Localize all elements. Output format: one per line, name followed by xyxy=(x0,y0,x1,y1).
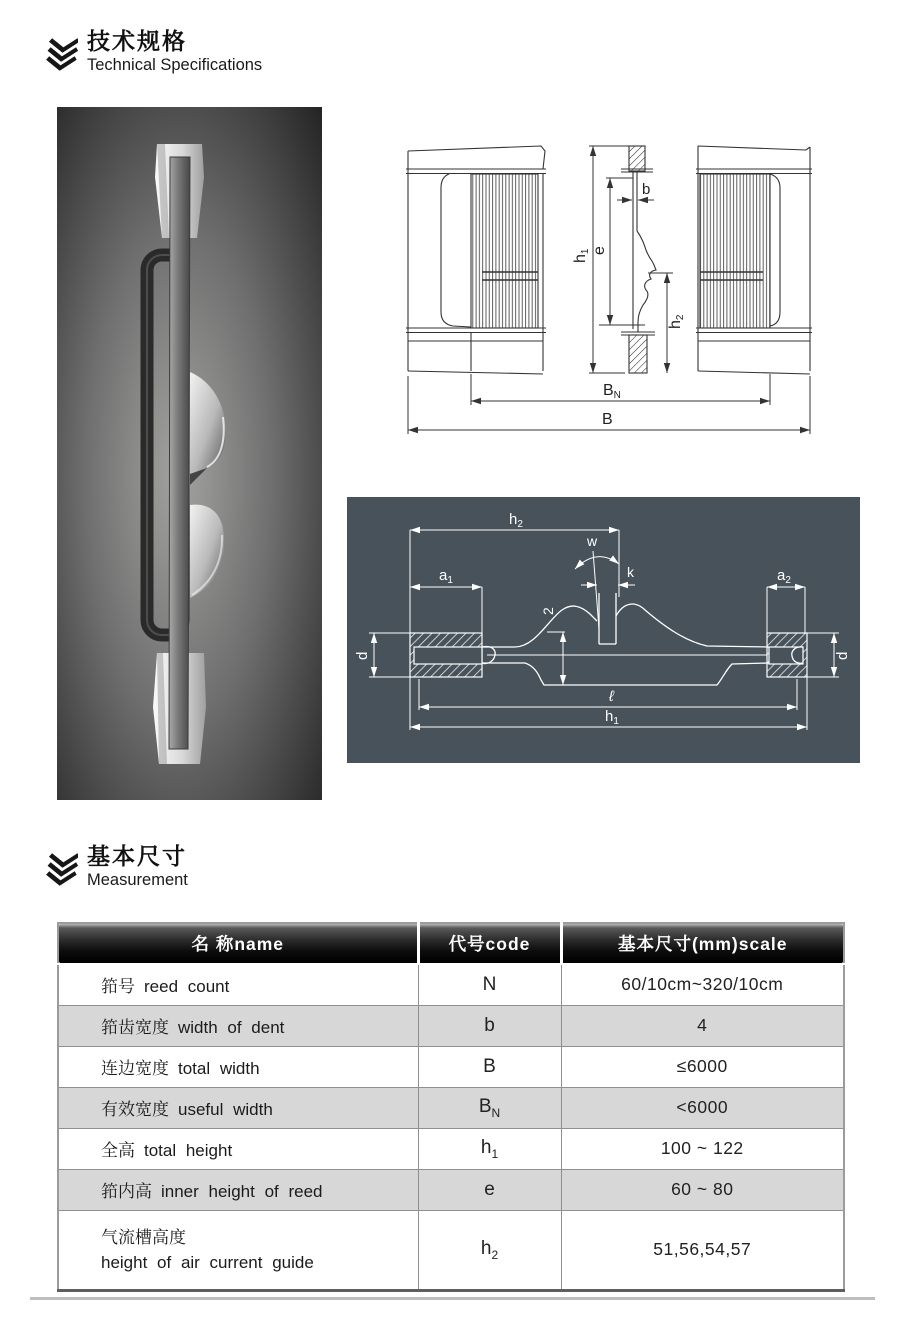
dim-a1-label: $a_1$ xyxy=(439,567,453,586)
header-name: 名 称name xyxy=(58,923,418,964)
spec-code-sub: N xyxy=(491,1105,501,1120)
spec-value-cell: <6000 xyxy=(561,1087,844,1128)
spec-name-en: total width xyxy=(178,1059,260,1078)
spec-code-cell xyxy=(418,964,561,1005)
section-title-en: Measurement xyxy=(87,871,188,889)
spec-name-cn: 筘内高 xyxy=(101,1182,152,1201)
triple-chevron-icon xyxy=(42,37,78,79)
table-row xyxy=(58,1128,844,1169)
dim-d-right-label: d xyxy=(834,651,851,660)
dim-e-label: e xyxy=(591,246,608,255)
spec-code-base: b xyxy=(484,1014,495,1036)
spec-table xyxy=(57,922,845,1292)
table-row xyxy=(58,1005,844,1046)
dim-2-label: 2 xyxy=(540,607,556,615)
dim-d-left-label: d xyxy=(354,651,371,660)
spec-value-cell: ≤6000 xyxy=(561,1046,844,1087)
table-row xyxy=(58,1087,844,1128)
spec-code-base: B xyxy=(478,1095,492,1117)
spec-name-cell xyxy=(58,1046,418,1087)
spec-code-cell xyxy=(418,1005,561,1046)
spec-value-cell: 51,56,54,57 xyxy=(561,1210,844,1290)
table-row xyxy=(58,964,844,1005)
spec-name-en: height of air current guide xyxy=(101,1252,314,1272)
spec-name-en: inner height of reed xyxy=(161,1182,323,1201)
spec-table-body xyxy=(58,964,844,1290)
profile-diagram xyxy=(347,497,860,763)
front-view-diagram xyxy=(393,133,820,446)
triple-chevron-icon xyxy=(42,852,78,894)
table-row xyxy=(58,1169,844,1210)
spec-table-header-row xyxy=(58,923,844,964)
section-title-cn: 技术规格 xyxy=(87,28,187,54)
spec-name-cn: 筘齿宽度 xyxy=(101,1018,169,1037)
profile-panel-background xyxy=(347,497,860,763)
section-titles xyxy=(87,843,188,890)
spec-name-cn: 筘号 xyxy=(101,977,135,997)
spec-table-wrap xyxy=(57,922,843,1292)
spec-value-cell: 4 xyxy=(561,1005,844,1046)
spec-name-cn: 气流槽高度 xyxy=(101,1227,186,1247)
dim-h1-label: $h_1$ xyxy=(605,708,619,727)
spec-name-cell xyxy=(58,1210,418,1290)
left-reed-block xyxy=(406,146,546,374)
spec-code-base: h xyxy=(480,1136,492,1158)
reed-dent-bar xyxy=(169,157,190,749)
spec-name-cell xyxy=(58,1128,418,1169)
dim-w-label: w xyxy=(587,533,598,549)
spec-name-cell xyxy=(58,1169,418,1210)
spec-code-base: e xyxy=(484,1178,495,1200)
spec-value-cell: 100 ~ 122 xyxy=(561,1128,844,1169)
spec-name-en: width of dent xyxy=(178,1018,285,1037)
dim-a2-label: $a_2$ xyxy=(777,567,791,586)
spec-name-cn: 有效宽度 xyxy=(101,1100,169,1119)
section-header-measurement xyxy=(42,843,188,894)
spec-code-cell xyxy=(418,1169,561,1210)
section-title-en: Technical Specifications xyxy=(87,56,263,74)
dim-h2-label: $h_2$ xyxy=(509,511,523,530)
spec-code-sub: 1 xyxy=(491,1146,499,1161)
spec-name-cell xyxy=(58,964,418,1005)
spec-value-cell: 60/10cm~320/10cm xyxy=(561,964,844,1005)
dimension-labels xyxy=(572,181,686,428)
section-header-specs xyxy=(42,28,262,79)
spec-code-sub: 2 xyxy=(491,1247,499,1262)
dim-h2-label: h2 xyxy=(667,314,686,329)
spec-code-base: N xyxy=(482,973,497,995)
spec-name-cn: 全高 xyxy=(101,1141,135,1160)
spec-value-cell: 60 ~ 80 xyxy=(561,1169,844,1210)
spec-name-en: total height xyxy=(144,1141,233,1160)
header-code: 代号code xyxy=(418,923,561,964)
spec-name-cell xyxy=(58,1087,418,1128)
dim-b-label: b xyxy=(642,181,651,198)
page-bottom-rule xyxy=(30,1297,875,1300)
dim-bn-label: BN xyxy=(603,382,621,401)
spec-code-cell xyxy=(418,1087,561,1128)
right-reed-block xyxy=(696,146,812,374)
spec-name-cn: 连边宽度 xyxy=(101,1059,169,1078)
table-row xyxy=(58,1046,844,1087)
spec-code-base: B xyxy=(483,1055,496,1077)
section-titles xyxy=(87,28,262,75)
section-title-cn: 基本尺寸 xyxy=(87,843,187,869)
dim-b-total-label: B xyxy=(602,411,613,428)
dim-l-label: ℓ xyxy=(609,688,614,705)
dim-h1-label: h1 xyxy=(572,248,591,263)
table-row xyxy=(58,1210,844,1290)
spec-code-cell xyxy=(418,1210,561,1290)
spec-code-cell xyxy=(418,1046,561,1087)
spec-name-en: reed count xyxy=(144,977,230,997)
spec-code-cell xyxy=(418,1128,561,1169)
reed-profile-photo xyxy=(57,107,322,800)
spec-name-cell xyxy=(58,1005,418,1046)
dent-cross-section xyxy=(621,146,656,373)
spec-code-base: h xyxy=(480,1237,492,1259)
dim-k-label: k xyxy=(627,564,634,580)
spec-name-en: useful width xyxy=(178,1100,273,1119)
header-scale: 基本尺寸(mm)scale xyxy=(561,923,844,964)
